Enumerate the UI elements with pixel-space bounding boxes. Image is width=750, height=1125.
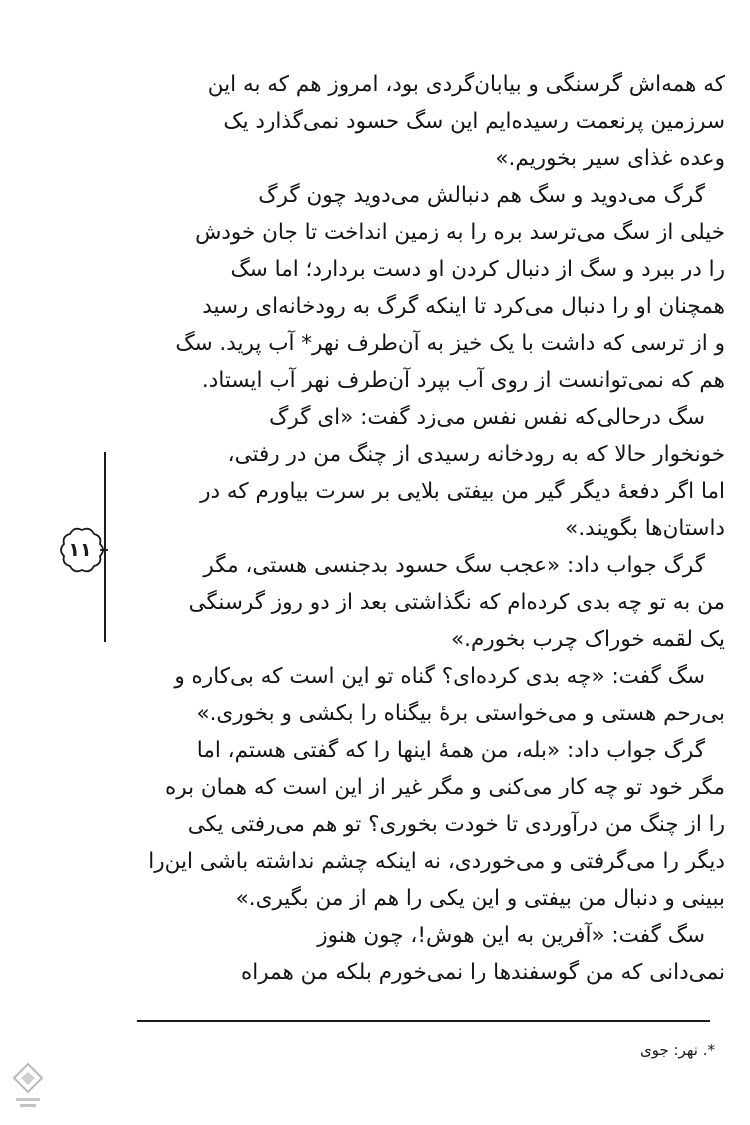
text-line: یک لقمه خوراک چرب بخورم.» xyxy=(451,627,725,652)
text-line: مگر خود تو چه کار می‌کنی و مگر غیر از این است که همان بره xyxy=(164,775,725,800)
publisher-logo-icon xyxy=(8,1060,48,1110)
text-line: گرگ جواب داد: «عجب سگ حسود بدجنسی هستی، مگر xyxy=(203,553,705,578)
text-line: گرگ می‌دوید و سگ هم دنبالش می‌دوید چون گرگ xyxy=(258,183,705,208)
text-line: وعده غذای سیر بخوریم.» xyxy=(495,146,725,171)
text-line: من به تو چه بدی کرده‌ام که نگذاشتی بعد از دو روز گرسنگی xyxy=(188,590,725,615)
text-line: نمی‌دانی که من گوسفندها را نمی‌خورم بلکه من همراه xyxy=(240,960,725,985)
text-line: اما اگر دفعهٔ دیگر گیر من بیفتی بلایی بر سرت بیاورم که در xyxy=(200,479,725,504)
text-line: بی‌رحم هستی و می‌خواستی برهٔ بیگناه را بکشی و بخوری.» xyxy=(196,701,725,726)
text-line: خیلی از سگ می‌ترسد بره را به زمین انداخت تا جان خودش xyxy=(195,220,725,245)
text-line: که همه‌اش گرسنگی و بیابان‌گردی بود، امروز هم که به این xyxy=(207,72,725,97)
text-line: همچنان او را دنبال می‌کرد تا اینکه گرگ به رودخانه‌ای رسید xyxy=(202,294,725,319)
text-line: را از چنگ من درآوردی تا خودت بخوری؟ تو هم می‌رفتی یکی xyxy=(187,812,725,837)
text-line: سگ گفت: «چه بدی کرده‌ای؟ گناه تو این است که بی‌کاره و xyxy=(174,664,705,689)
text-line: هم که نمی‌توانست از روی آب بپرد آن‌طرف نهر آب ایستاد. xyxy=(201,368,725,393)
text-line: ببینی و دنبال من بیفتی و این یکی را هم از من بگیری.» xyxy=(235,886,725,911)
body-text xyxy=(125,66,725,991)
text-line: سگ گفت: «آفرین به این هوش!، چون هنوز xyxy=(317,923,705,948)
text-line: و از ترسی که داشت با یک خیز به آن‌طرف نهر* آب پرید. سگ xyxy=(175,331,725,356)
page-number-badge xyxy=(52,522,108,578)
text-line: داستان‌ها بگویند.» xyxy=(565,516,725,541)
text-line: سگ درحالی‌که نفس نفس می‌زد گفت: «ای گرگ xyxy=(269,405,705,430)
text-line: سرزمین پرنعمت رسیده‌ایم این سگ حسود نمی‌گذارد یک xyxy=(223,109,725,134)
text-line: را در ببرد و سگ از دنبال کردن او دست بردارد؛ اما سگ xyxy=(230,257,725,282)
text-line: دیگر را می‌گرفتی و می‌خوردی، نه اینکه چشم نداشته باشی این‌را xyxy=(148,849,725,874)
footnote-rule xyxy=(137,1020,710,1022)
text-line: خونخوار حالا که به رودخانه رسیدی از چنگ من در رفتی، xyxy=(227,442,725,467)
text-line: گرگ جواب داد: «بله، من همهٔ اینها را که گفتی هستم، اما xyxy=(196,738,705,763)
page-number: ۱۱ xyxy=(68,539,92,561)
footnote: *. نهر: جوی xyxy=(640,1041,715,1059)
